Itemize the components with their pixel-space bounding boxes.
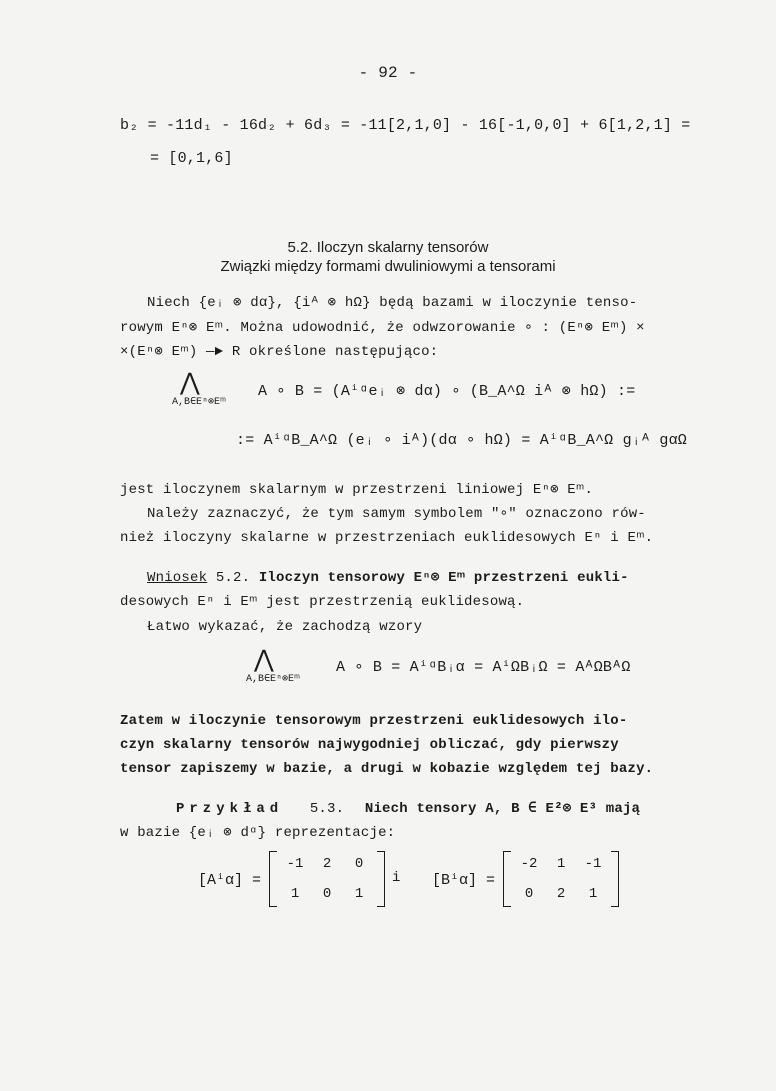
matrix-B-left-bracket	[503, 851, 511, 907]
corollary-line3: Łatwo wykazać, że zachodzą wzory	[147, 619, 423, 635]
forall-domain: A,B∈Eⁿ⊗Eᵐ	[172, 397, 227, 408]
corollary-line1-text: Iloczyn tensorowy Eⁿ⊗ Eᵐ przestrzeni eukli-	[250, 570, 629, 586]
corollary-line1	[147, 569, 629, 586]
matrix-B-label: [Bⁱα] =	[432, 871, 496, 889]
matrix-A-label: [Aⁱα] =	[198, 871, 262, 889]
matrix-cell: 1	[290, 886, 300, 902]
matrix-cell: 0	[322, 886, 332, 902]
paragraph-3-line3: tensor zapiszemy w bazie, a drugi w kobazie względem tej bazy.	[120, 761, 654, 777]
example-label: Przykład	[176, 801, 284, 817]
paragraph-3-line2: czyn skalarny tensorów najwygodniej obliczać, gdy pierwszy	[120, 737, 619, 753]
equation-b2-line1: b₂ = -11d₁ - 16d₂ + 6d₃ = -11[2,1,0] - 16[-1,0,0] + 6[1,2,1] =	[120, 117, 691, 134]
example-line1-text: Niech tensory A, B ∈ E²⊗ E³ mają	[364, 801, 641, 817]
forall-symbol-2: ⋀	[254, 645, 274, 673]
matrix-cell: 0	[354, 856, 364, 872]
example-number: 5.3.	[309, 801, 345, 817]
paragraph-3-line1: Zatem w iloczynie tensorowym przestrzeni euklidesowych ilo-	[120, 713, 628, 729]
example-line2: w bazie {eᵢ ⊗ dᵅ} reprezentacje:	[120, 825, 396, 841]
matrix-cell: 1	[588, 886, 598, 902]
scalar-product-formula: A ∘ B = AⁱᵅBᵢα = AⁱΩBᵢΩ = AᴬΩBᴬΩ	[336, 659, 631, 676]
matrix-A	[198, 851, 385, 907]
section-subtitle: Związki między formami dwuliniowymi a tensorami	[220, 258, 556, 275]
matrix-A-left-bracket	[269, 851, 277, 907]
matrix-A-entries	[277, 852, 377, 906]
paragraph-2-line3: nież iloczyny skalarne w przestrzeniach euklidesowych Eⁿ i Eᵐ.	[120, 530, 654, 546]
matrix-cell: 1	[556, 856, 566, 872]
paragraph-1-line2: rowym Eⁿ⊗ Eᵐ. Można udowodnić, że odwzorowanie ∘ : (Eⁿ⊗ Eᵐ) ×	[120, 320, 645, 336]
paragraph-1-line1: Niech {eᵢ ⊗ dα}, {iᴬ ⊗ hΩ} będą bazami w iloczynie tenso-	[147, 295, 638, 311]
conjunction-i: i	[392, 870, 401, 886]
matrix-A-right-bracket	[377, 851, 385, 907]
matrix-cell: 2	[322, 856, 332, 872]
matrix-B-right-bracket	[611, 851, 619, 907]
paragraph-2-line2: Należy zaznaczyć, że tym samym symbolem "∘" oznaczono rów-	[147, 506, 646, 522]
example-line1	[176, 800, 640, 817]
section-title: 5.2. Iloczyn skalarny tensorów	[287, 239, 489, 256]
equation-b2-line2: = [0,1,6]	[150, 150, 233, 167]
matrix-cell: 1	[354, 886, 364, 902]
definition-equation-line1: A ∘ B = (Aⁱᵅeᵢ ⊗ dα) ∘ (B_A^Ω iᴬ ⊗ hΩ) :=	[258, 383, 636, 400]
matrix-cell: 2	[556, 886, 566, 902]
matrix-cell: -2	[520, 856, 538, 872]
paragraph-1-line3: ×(Eⁿ⊗ Eᵐ) —► R określone następująco:	[120, 344, 439, 360]
corollary-line2: desowych Eⁿ i Eᵐ jest przestrzenią euklidesową.	[120, 594, 525, 610]
definition-equation-line2: := AⁱᵅB_A^Ω (eᵢ ∘ iᴬ)(dα ∘ hΩ) = AⁱᵅB_A^Ω gᵢᴬ gαΩ	[236, 432, 687, 449]
forall-domain-2: A,B∈Eⁿ⊗Eᵐ	[246, 674, 301, 685]
paragraph-2-line1: jest iloczynem skalarnym w przestrzeni liniowej Eⁿ⊗ Eᵐ.	[120, 482, 594, 498]
matrix-cell: -1	[286, 856, 304, 872]
matrix-cell: 0	[524, 886, 534, 902]
matrix-B	[432, 851, 619, 907]
corollary-number: 5.2.	[207, 570, 251, 586]
corollary-label: Wniosek	[147, 570, 208, 586]
forall-symbol: ⋀	[180, 368, 200, 396]
matrix-cell: -1	[584, 856, 602, 872]
page-number: - 92 -	[358, 64, 418, 82]
matrix-B-entries	[511, 852, 611, 906]
